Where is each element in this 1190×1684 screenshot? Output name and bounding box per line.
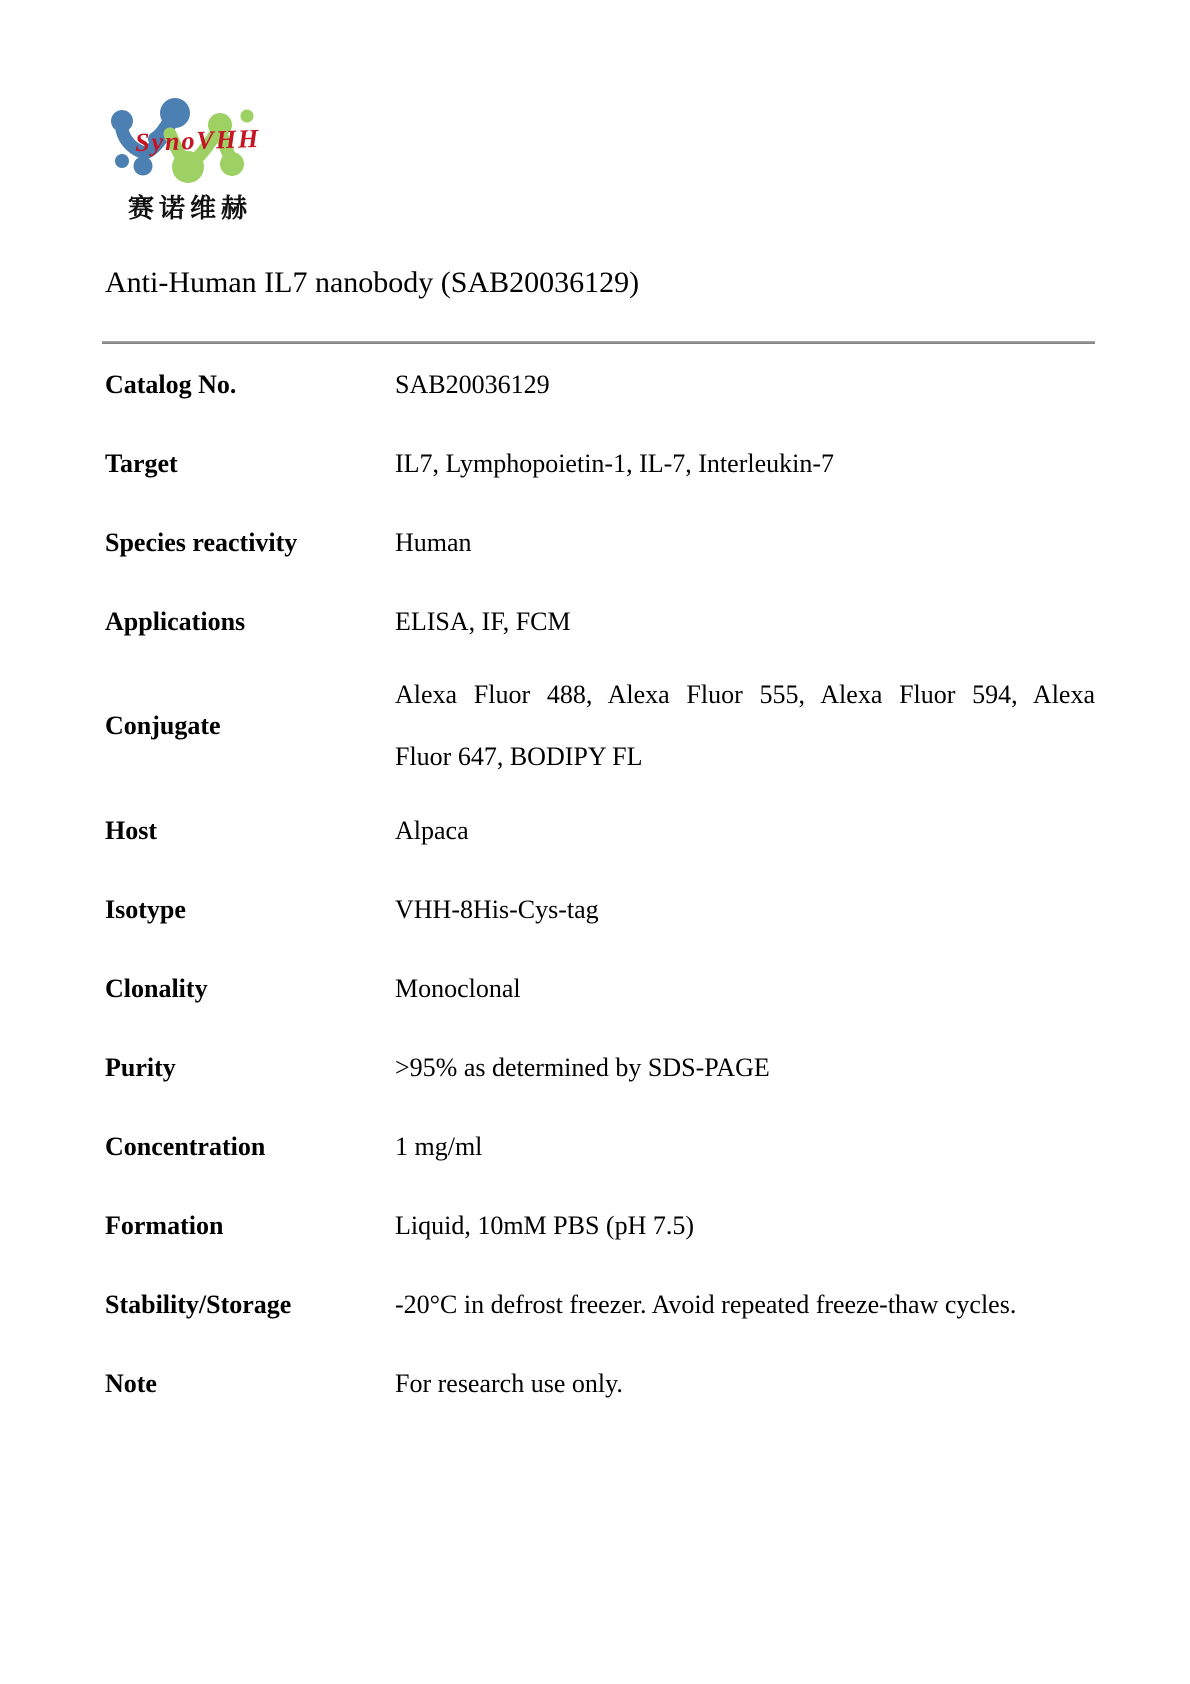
table-row [105, 424, 1095, 503]
table-row [105, 791, 1095, 870]
table-row [105, 1107, 1095, 1186]
row-label: Purity [105, 1052, 176, 1082]
row-value: Human [395, 527, 472, 557]
row-value: -20°C in defrost freezer. Avoid repeated freeze-thaw cycles. [395, 1289, 1017, 1319]
row-label: Concentration [105, 1131, 266, 1161]
row-value: SAB20036129 [395, 369, 550, 399]
row-label: Target [105, 448, 178, 478]
row-label: Isotype [105, 894, 186, 924]
row-label: Note [105, 1368, 157, 1398]
table-row [105, 345, 1095, 424]
row-value: For research use only. [395, 1368, 623, 1398]
row-value-line: Alexa Fluor 488, Alexa Fluor 555, Alexa Fluor 594, Alexa [395, 680, 1095, 709]
row-value: VHH-8His-Cys-tag [395, 894, 599, 924]
row-value: ELISA, IF, FCM [395, 606, 571, 636]
row-value: Monoclonal [395, 973, 521, 1003]
row-value: IL7, Lymphopoietin-1, IL-7, Interleukin-7 [395, 448, 835, 478]
table-row [105, 1344, 1095, 1423]
logo-chinese-name: 赛诺维赫 [128, 194, 253, 224]
row-value [395, 664, 1095, 788]
row-label: Conjugate [105, 711, 221, 741]
row-label: Clonality [105, 973, 208, 1003]
row-value: 1 mg/ml [395, 1131, 483, 1161]
row-value: Alpaca [395, 815, 469, 845]
table-row [105, 1265, 1095, 1344]
spec-table [105, 345, 1095, 1423]
table-row [105, 582, 1095, 661]
row-label: Species reactivity [105, 527, 298, 557]
logo-brand-text: SynoVHH [134, 123, 261, 158]
page-title: Anti-Human IL7 nanobody (SAB20036129) [105, 266, 640, 299]
row-value: Liquid, 10mM PBS (pH 7.5) [395, 1210, 695, 1240]
row-label: Stability/Storage [105, 1289, 292, 1319]
row-label: Applications [105, 606, 246, 636]
table-row [105, 870, 1095, 949]
table-row [105, 661, 1095, 791]
row-value: >95% as determined by SDS-PAGE [395, 1052, 770, 1082]
table-row [105, 1028, 1095, 1107]
row-label: Formation [105, 1210, 224, 1240]
row-label: Host [105, 815, 157, 845]
row-label: Catalog No. [105, 369, 237, 399]
table-row [105, 949, 1095, 1028]
row-value-line: Fluor 647, BODIPY FL [395, 742, 643, 771]
table-row [105, 503, 1095, 582]
table-row [105, 1186, 1095, 1265]
title-divider [102, 341, 1095, 344]
